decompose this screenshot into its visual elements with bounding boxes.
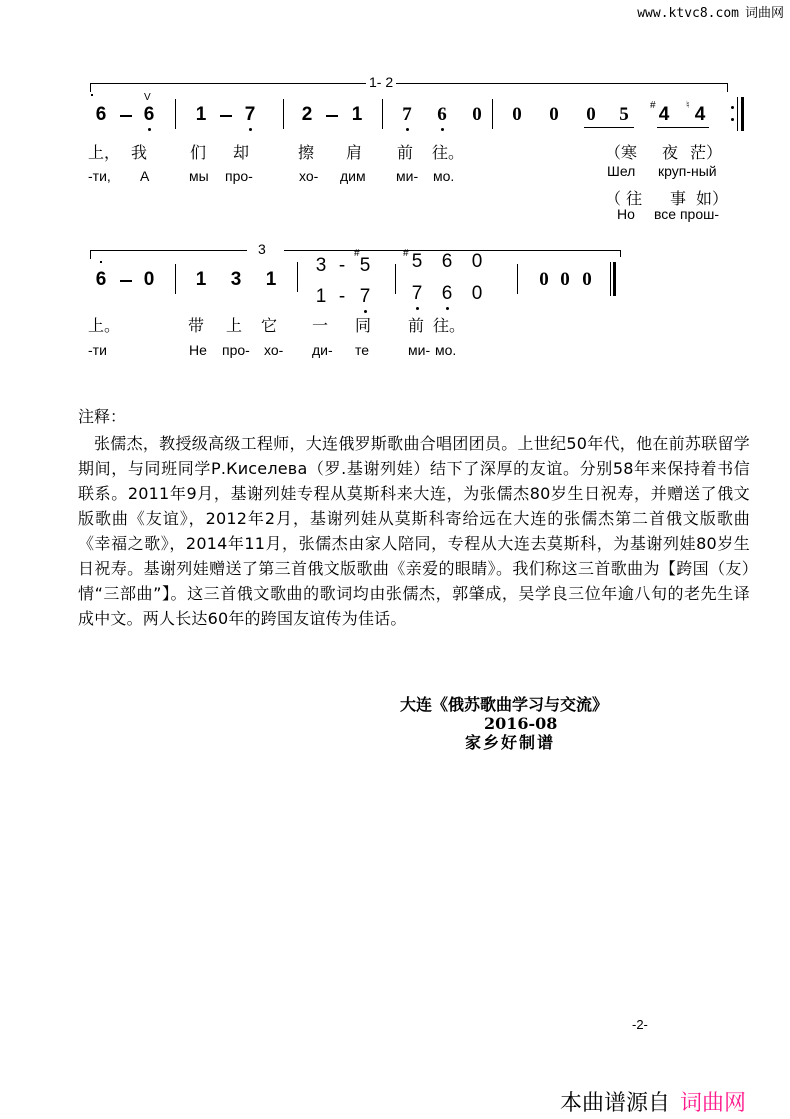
note-rest: 0 [539, 269, 549, 290]
volta-bracket-1-2 [90, 83, 728, 92]
volta-label: 3 [255, 241, 269, 257]
lyric-ru: -ти, [88, 168, 111, 184]
note-upper: 0 [471, 251, 483, 272]
eighth-beam [657, 127, 709, 128]
note-rest: 0 [582, 269, 592, 290]
lyric-ru: про- [222, 342, 250, 358]
lyric-ru: мо. [435, 342, 457, 358]
lyric-cn: 一 [312, 316, 329, 335]
dot-mark [100, 261, 102, 263]
barline [382, 99, 383, 129]
dash [120, 115, 132, 117]
pickup-lyric-ru: Но [617, 206, 635, 222]
credits-author: 家乡好制谱 [465, 733, 556, 752]
note-low: 7 [241, 105, 259, 125]
notes-body: 张儒杰，教授级高级工程师，大连俄罗斯歌曲合唱团团员。上世纪50年代，他在前苏联留学期间，与同班同学Р.Киселева（罗.基谢列娃）结下了深厚的友谊。分别58年来保持着书信联系。2011年9月，基谢列娃专程从莫斯科来大连，为张儒杰80岁生日祝寿，并赠送了俄文版歌曲《友谊》，2012年2月，基谢列娃从莫斯科寄给远在大连的张儒杰第二首俄文版歌曲《幸福之歌》，2014年11月，张儒杰由家人陪同，专程从大连去莫斯科，为基谢列娃80岁生日祝寿。基谢列娃赠送了第三首俄文版歌曲《亲爱的眼睛》。我们称这三首歌曲为【跨国（友）情“三部曲”】。这三首俄文歌曲的歌词均由张儒杰，郭肇成，吴学良三位年逾八旬的老先生译成中文。两人长达60年的跨国友谊传为佳话。 [78, 434, 750, 628]
lyric-ru: -ти [88, 342, 107, 358]
note: 1 [351, 104, 363, 125]
source-brand-link[interactable]: 词曲网 [680, 1091, 747, 1116]
page-number: -2- [632, 1017, 648, 1032]
note-lower: - [338, 286, 346, 307]
lyric-cn: 擦 [298, 143, 315, 162]
sharp-icon: # [403, 248, 409, 259]
note-rest: 0 [586, 104, 596, 125]
note-rest: 0 [560, 269, 570, 290]
watermark-url: www.ktvc8.com [637, 6, 739, 21]
lyric-ru: мы [189, 168, 209, 184]
lyric-ru: ми- [408, 342, 431, 358]
lyric-ru: хо- [299, 168, 319, 184]
note-lower-low: 7 [408, 284, 426, 304]
note-upper-sharp: 5 [411, 251, 423, 272]
note-rest: 0 [512, 104, 522, 125]
volta-bracket-3 [90, 250, 247, 259]
volta-label: 1- 2 [366, 74, 396, 90]
lyric-cn: 却 [233, 143, 250, 162]
note: 6 [95, 269, 107, 290]
lyric-ru: те [355, 342, 370, 358]
note-lower: 0 [471, 283, 483, 304]
note: 1 [265, 269, 277, 290]
pickup-lyric-ru: круп-ный [658, 163, 717, 179]
notes-title: 注释： [78, 407, 127, 426]
lyric-cn: 上， [88, 143, 121, 162]
lyric-cn: 上 [226, 316, 243, 335]
note-natural: 4 [694, 104, 706, 125]
pickup-lyric-ru: Шел [607, 163, 636, 179]
sharp-icon: # [354, 248, 360, 259]
note: 3 [230, 269, 242, 290]
barline [492, 99, 493, 129]
pickup-lyric-cn: 茫） [690, 143, 723, 162]
lyric-cn: 们 [190, 143, 207, 162]
lyric-cn: 我 [131, 143, 148, 162]
note-upper: 3 [315, 255, 327, 276]
dash [120, 280, 132, 282]
note-upper-sharp: 5 [359, 255, 371, 276]
repeat-dot [731, 118, 734, 121]
pickup-lyric-cn: （ 往 [605, 189, 643, 208]
eighth-beam [584, 127, 634, 128]
pickup-lyric-cn: （寒 [605, 143, 638, 162]
note-low: 6 [433, 105, 451, 125]
dash [326, 115, 338, 117]
pickup-lyric-ru: все прош- [654, 206, 720, 222]
watermark [637, 2, 784, 21]
note-sharp: 4 [658, 104, 670, 125]
watermark-site-name: 词曲网 [744, 6, 784, 21]
barline [283, 99, 284, 129]
barline [175, 99, 176, 129]
repeat-dot [731, 106, 734, 109]
lyric-cn: 前 [397, 143, 414, 162]
note-lower: 1 [315, 286, 327, 307]
lyric-ru: ди- [312, 342, 333, 358]
barline [395, 264, 396, 294]
barline [297, 262, 298, 292]
credits-date: 2016-08 [484, 714, 558, 733]
barline [175, 264, 176, 294]
lyric-cn: 带 [188, 316, 205, 335]
lyric-cn: 前 [408, 316, 425, 335]
lyric-cn: 肩 [346, 143, 363, 162]
lyric-cn: 同 [355, 316, 372, 335]
credits-line-1: 大连《俄苏歌曲学习与交流》 [400, 695, 609, 714]
barline [517, 264, 518, 294]
lyric-cn: 往。 [433, 316, 466, 335]
note-low: 6 [140, 105, 158, 125]
lyric-cn: 它 [261, 316, 278, 335]
pickup-lyric-cn: 事 [670, 189, 687, 208]
lyric-cn: 往。 [432, 143, 465, 162]
note-lower-low: 7 [356, 287, 374, 307]
natural-icon: ♮ [686, 100, 690, 111]
lyric-ru: про- [225, 168, 253, 184]
final-barline [741, 97, 744, 131]
lyric-ru: Не [189, 342, 207, 358]
note: 6 [95, 104, 107, 125]
note: 1 [195, 104, 207, 125]
note-rest: 0 [143, 269, 155, 290]
note: 1 [195, 269, 207, 290]
lyric-ru: дим [340, 168, 366, 184]
dash [220, 115, 232, 117]
lyric-ru: мо. [433, 168, 455, 184]
note: 5 [619, 104, 629, 125]
note: 2 [301, 104, 313, 125]
barline [737, 97, 738, 131]
lyric-ru: ми- [396, 168, 419, 184]
note-lower-low: 6 [438, 284, 456, 304]
note-upper: - [338, 255, 346, 276]
note-low: 7 [398, 105, 416, 125]
pickup-lyric-cn: 夜 [662, 143, 679, 162]
note-rest: 0 [472, 104, 482, 125]
source-footer [560, 1086, 746, 1117]
source-prefix: 本曲谱源自 [560, 1091, 671, 1116]
lyric-cn: 上。 [88, 316, 121, 335]
note-rest: 0 [549, 104, 559, 125]
pickup-lyric-cn: 如） [696, 189, 729, 208]
sharp-icon: # [650, 100, 656, 111]
final-barline [613, 262, 616, 296]
lyric-ru: А [140, 168, 150, 184]
lyric-ru: хо- [264, 342, 284, 358]
barline [610, 262, 611, 296]
note-upper: 6 [441, 251, 453, 272]
breath-mark: V [144, 92, 151, 103]
dot-mark [91, 94, 93, 96]
